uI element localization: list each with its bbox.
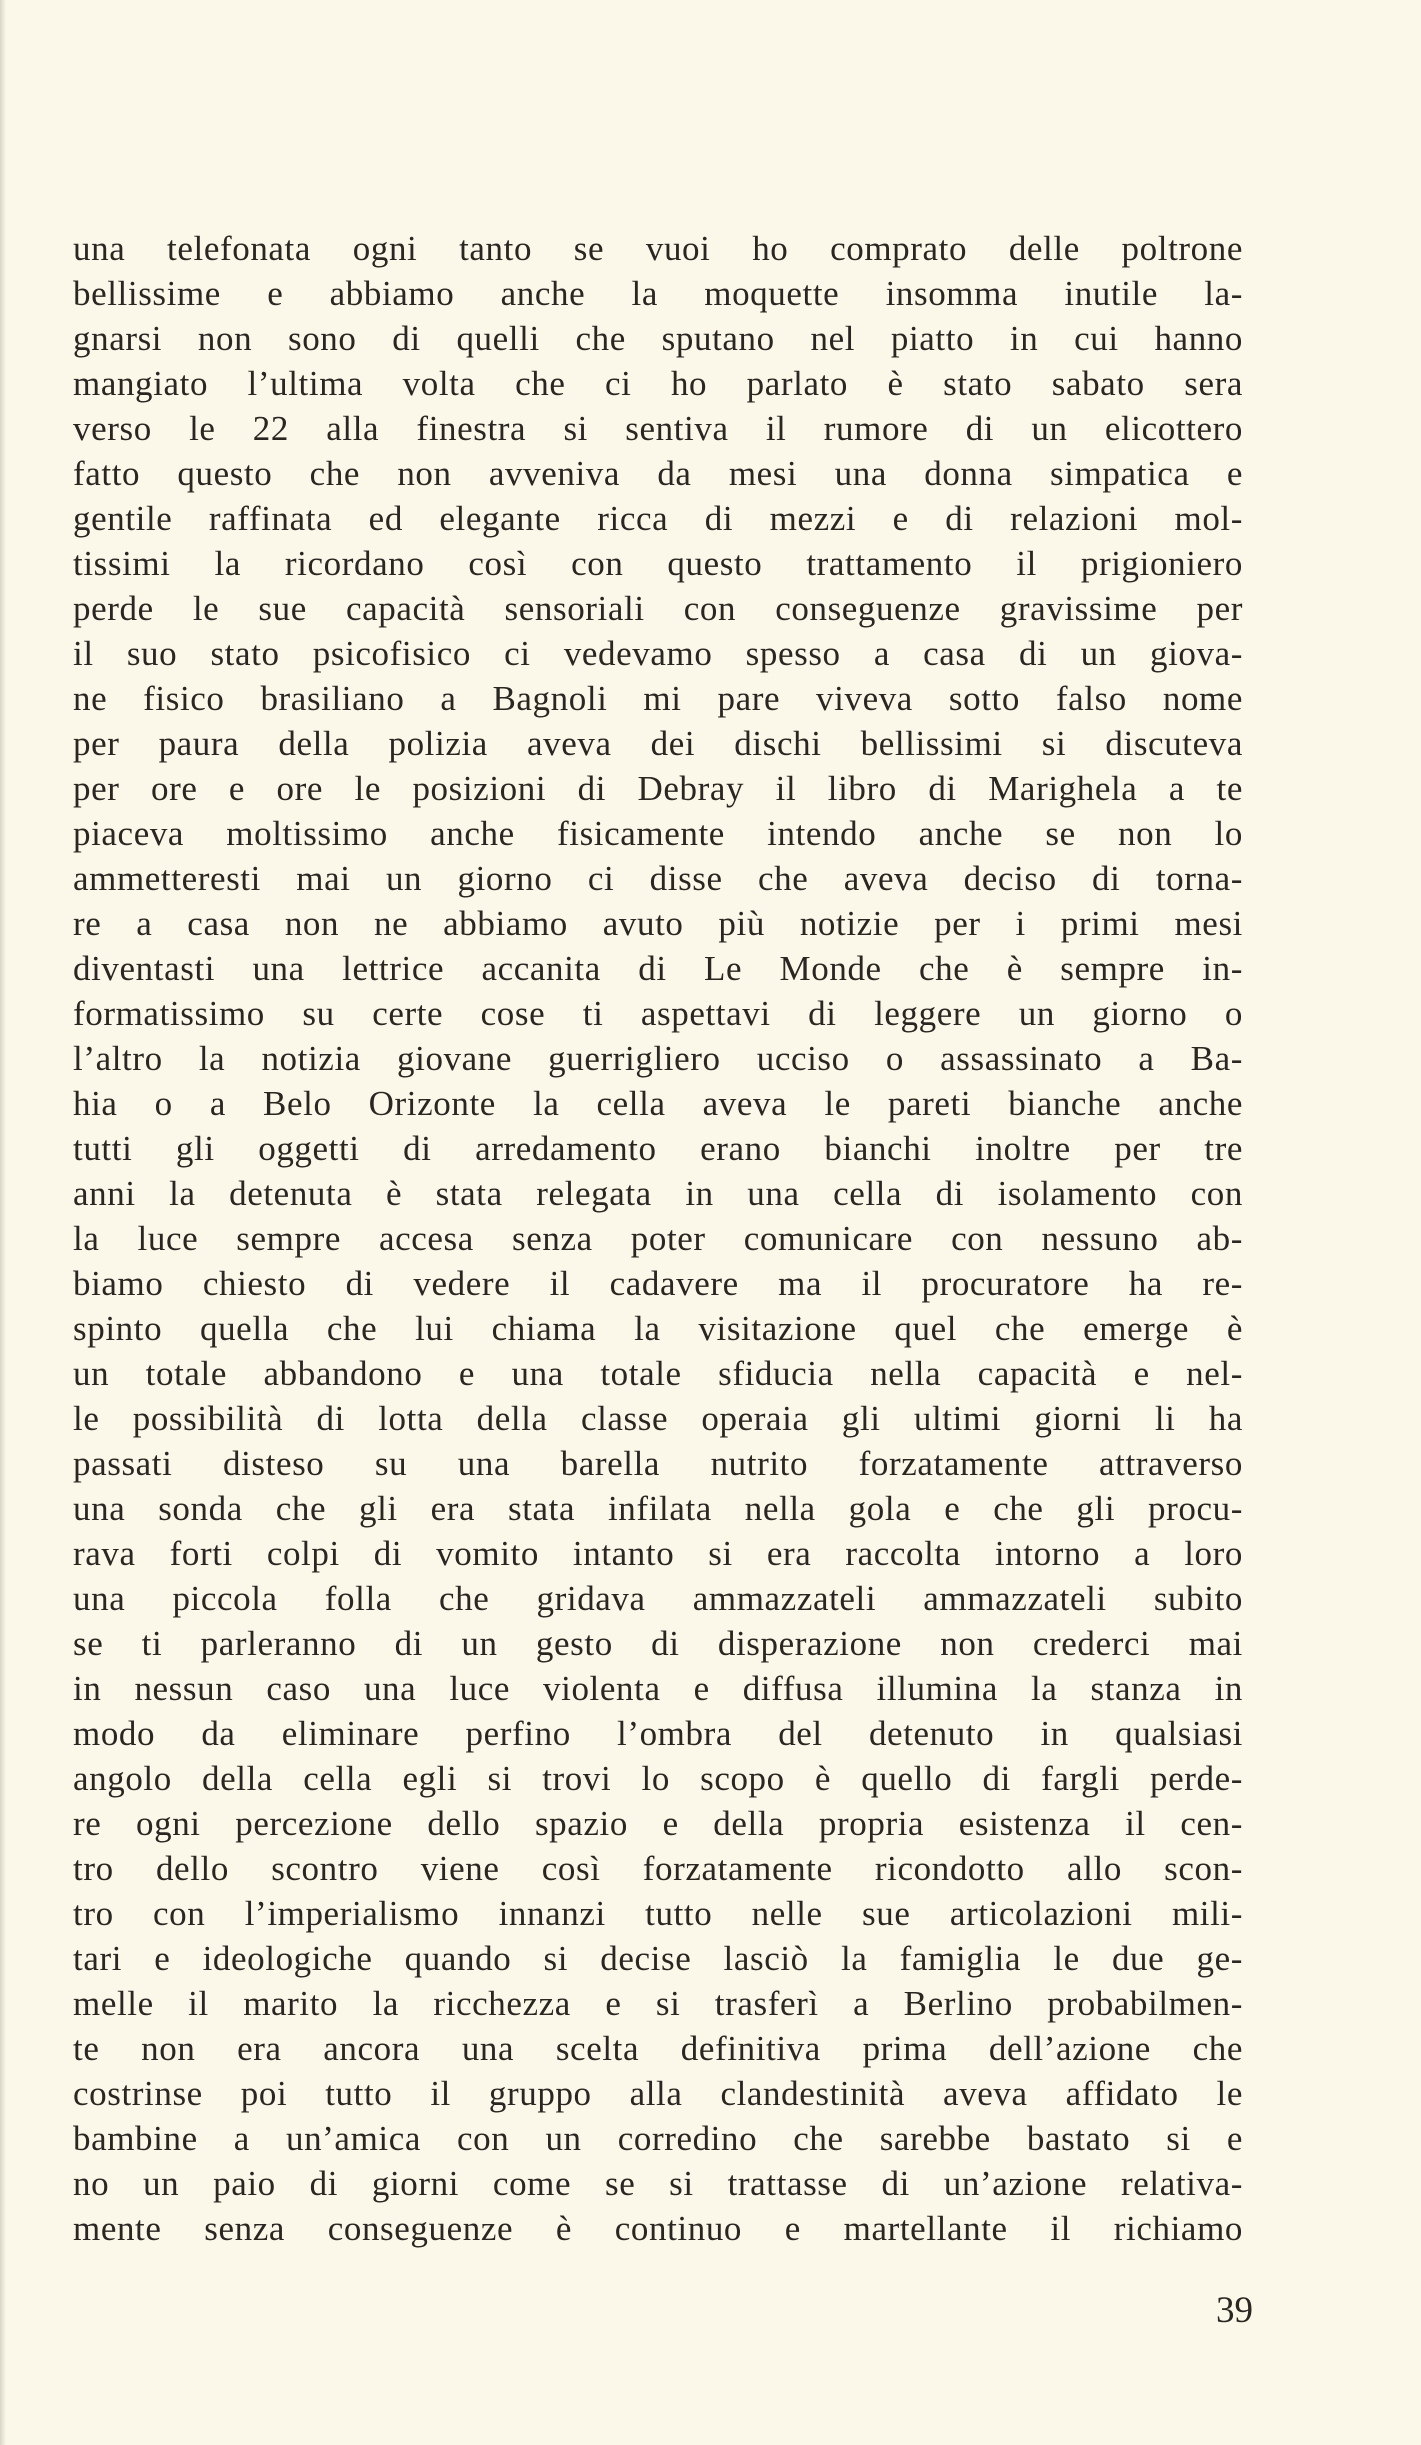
text-line: bellissime e abbiamo anche la moquette insomma inutile la- (73, 274, 1243, 313)
text-line: una piccola folla che gridava ammazzateli ammazzateli subito (73, 1579, 1243, 1618)
text-line: il suo stato psicofisico ci vedevamo spesso a casa di un giova- (73, 634, 1243, 673)
text-line: re ogni percezione dello spazio e della propria esistenza il cen- (73, 1804, 1243, 1843)
text-line: una telefonata ogni tanto se vuoi ho comprato delle poltrone (73, 229, 1243, 268)
text-line: tro dello scontro viene così forzatamente ricondotto allo scon- (73, 1849, 1243, 1888)
text-line: l’altro la notizia giovane guerrigliero ucciso o assassinato a Ba- (73, 1039, 1243, 1078)
text-line: verso le 22 alla finestra si sentiva il rumore di un elicottero (73, 409, 1243, 448)
text-line: costrinse poi tutto il gruppo alla clandestinità aveva affidato le (73, 2074, 1243, 2113)
text-line: tutti gli oggetti di arredamento erano bianchi inoltre per tre (73, 1129, 1243, 1168)
text-line: diventasti una lettrice accanita di Le Monde che è sempre in- (73, 949, 1243, 988)
page-edge (0, 0, 6, 2445)
text-line: anni la detenuta è stata relegata in una cella di isolamento con (73, 1174, 1243, 1213)
text-line: tissimi la ricordano così con questo trattamento il prigioniero (73, 544, 1243, 583)
text-line: te non era ancora una scelta definitiva prima dell’azione che (73, 2029, 1243, 2068)
text-line: in nessun caso una luce violenta e diffusa illumina la stanza in (73, 1669, 1243, 1708)
text-line: gentile raffinata ed elegante ricca di mezzi e di relazioni mol- (73, 499, 1243, 538)
text-line: biamo chiesto di vedere il cadavere ma il procuratore ha re- (73, 1264, 1243, 1303)
text-line: spinto quella che lui chiama la visitazione quel che emerge è (73, 1309, 1243, 1348)
text-line: se ti parleranno di un gesto di disperazione non crederci mai (73, 1624, 1243, 1663)
text-line: no un paio di giorni come se si trattasse di un’azione relativa- (73, 2164, 1243, 2203)
text-line: rava forti colpi di vomito intanto si era raccolta intorno a loro (73, 1534, 1243, 1573)
text-line: melle il marito la ricchezza e si trasferì a Berlino probabilmen- (73, 1984, 1243, 2023)
text-line: le possibilità di lotta della classe operaia gli ultimi giorni li ha (73, 1399, 1243, 1438)
text-line: ne fisico brasiliano a Bagnoli mi pare viveva sotto falso nome (73, 679, 1243, 718)
text-line: tro con l’imperialismo innanzi tutto nelle sue articolazioni mili- (73, 1894, 1243, 1933)
body-text (73, 226, 1243, 2251)
text-line: gnarsi non sono di quelli che sputano nel piatto in cui hanno (73, 319, 1243, 358)
text-line: tari e ideologiche quando si decise lasciò la famiglia le due ge- (73, 1939, 1243, 1978)
text-line: re a casa non ne abbiamo avuto più notizie per i primi mesi (73, 904, 1243, 943)
text-line: modo da eliminare perfino l’ombra del detenuto in qualsiasi (73, 1714, 1243, 1753)
text-line: ammetteresti mai un giorno ci disse che aveva deciso di torna- (73, 859, 1243, 898)
text-line: angolo della cella egli si trovi lo scopo è quello di fargli perde- (73, 1759, 1243, 1798)
text-line: mente senza conseguenze è continuo e martellante il richiamo (73, 2209, 1243, 2248)
text-line: mangiato l’ultima volta che ci ho parlato è stato sabato sera (73, 364, 1243, 403)
text-line: bambine a un’amica con un corredino che sarebbe bastato si e (73, 2119, 1243, 2158)
text-line: per ore e ore le posizioni di Debray il libro di Marighela a te (73, 769, 1243, 808)
page-number: 39 (1216, 2290, 1253, 2331)
text-line: hia o a Belo Orizonte la cella aveva le pareti bianche anche (73, 1084, 1243, 1123)
text-line: per paura della polizia aveva dei dischi bellissimi si discuteva (73, 724, 1243, 763)
text-line: passati disteso su una barella nutrito forzatamente attraverso (73, 1444, 1243, 1483)
text-line: una sonda che gli era stata infilata nella gola e che gli procu- (73, 1489, 1243, 1528)
text-line: fatto questo che non avveniva da mesi una donna simpatica e (73, 454, 1243, 493)
text-line: la luce sempre accesa senza poter comunicare con nessuno ab- (73, 1219, 1243, 1258)
text-line: perde le sue capacità sensoriali con conseguenze gravissime per (73, 589, 1243, 628)
text-line: formatissimo su certe cose ti aspettavi di leggere un giorno o (73, 994, 1243, 1033)
text-line: piaceva moltissimo anche fisicamente intendo anche se non lo (73, 814, 1243, 853)
text-line: un totale abbandono e una totale sfiducia nella capacità e nel- (73, 1354, 1243, 1393)
